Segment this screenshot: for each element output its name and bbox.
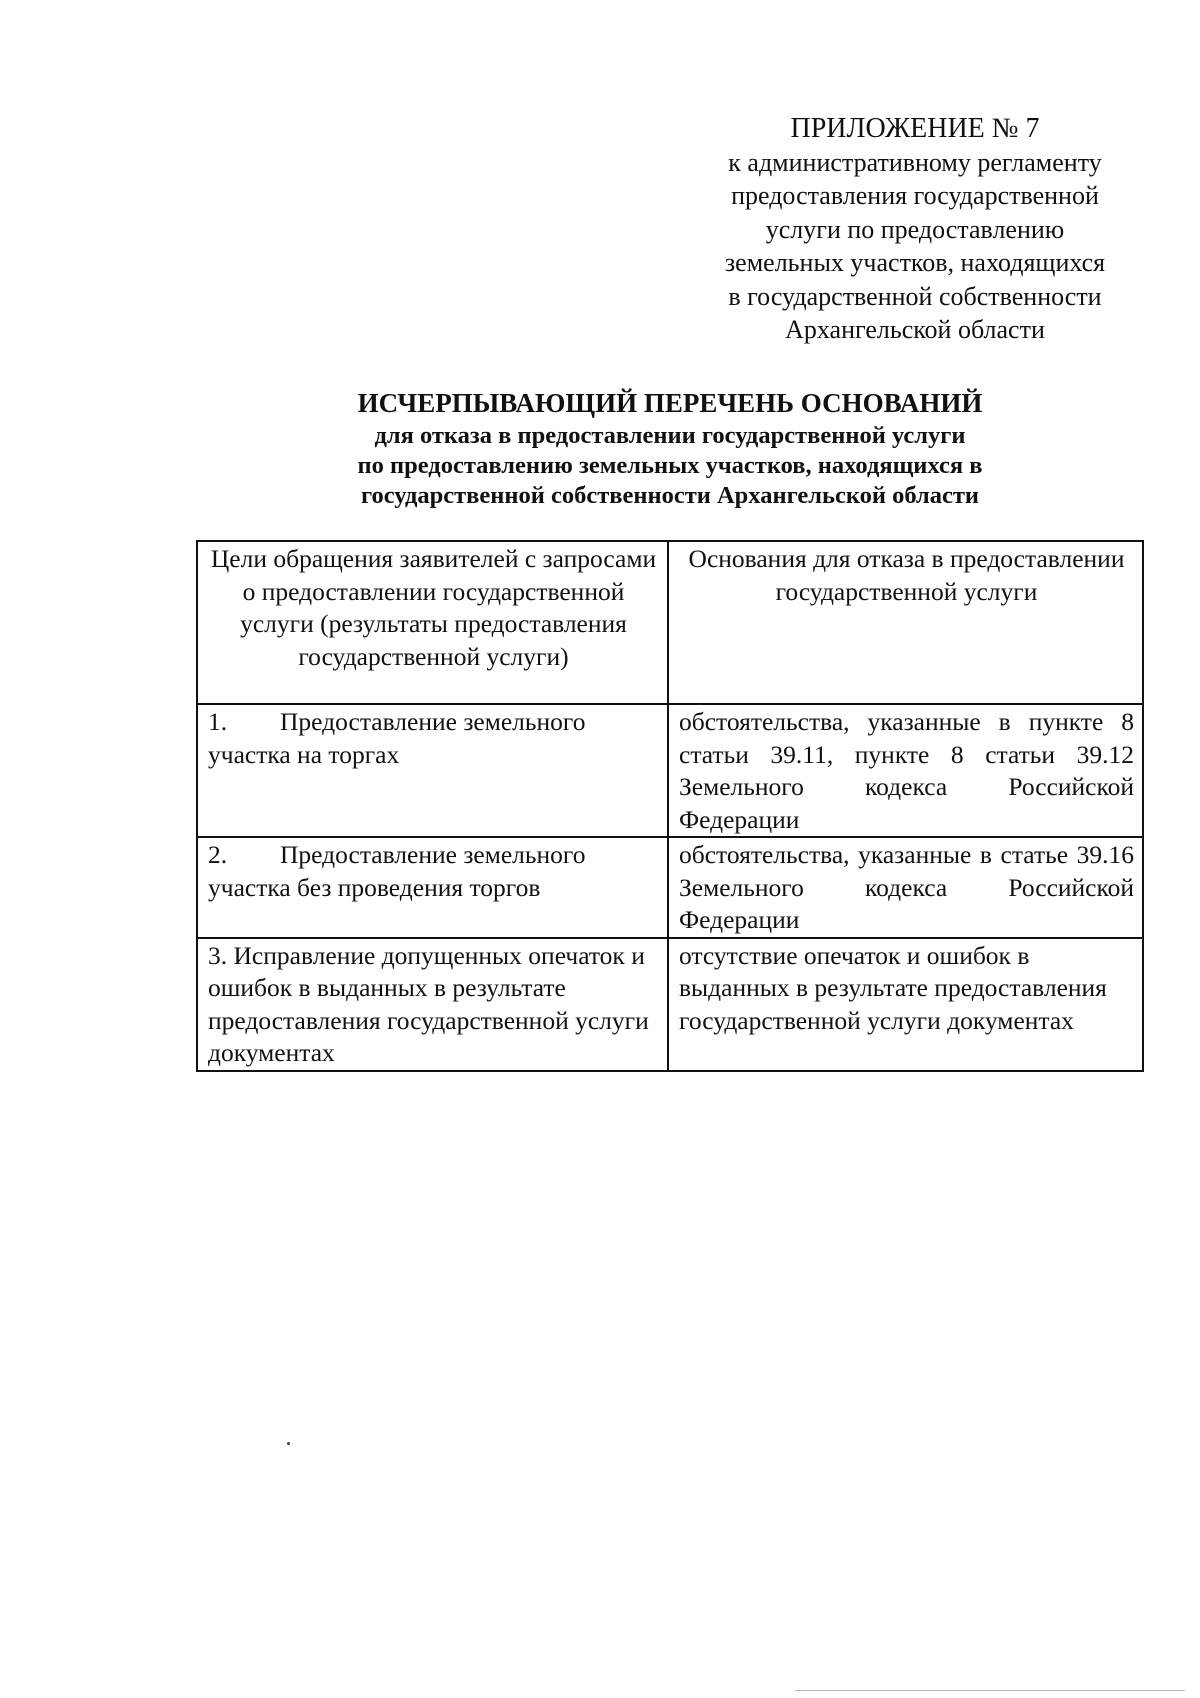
header-goals: Цели обращения заявителей с запросами о предоставлении государственной услуги (результаты предоставления государственной услуги) — [197, 541, 668, 704]
table-header-row — [197, 541, 1143, 704]
scan-speck — [287, 1442, 290, 1445]
title-main: ИСЧЕРПЫВАЮЩИЙ ПЕРЕЧЕНЬ ОСНОВАНИЙ — [357, 388, 983, 418]
row-number: 2. — [208, 840, 228, 869]
title-subline: государственной собственности Архангельской области — [360, 482, 980, 509]
table-row — [197, 704, 1143, 837]
document-title — [260, 385, 1080, 511]
ground-cell: отсутствие опечаток и ошибок в выданных в результате предоставления государственной услуги документах — [668, 938, 1143, 1071]
appendix-line: предоставления государственной — [731, 181, 1099, 210]
goal-text: Предоставление земельного участка без проведения торгов — [208, 840, 586, 902]
scan-edge-line — [795, 1690, 1185, 1691]
appendix-line: Архангельской области — [785, 315, 1045, 344]
appendix-line: услуги по предоставлению — [765, 214, 1065, 244]
appendix-header — [700, 112, 1130, 347]
ground-cell: обстоятельства, указанные в пункте 8 статьи 39.11, пункте 8 статьи 39.12 Земельного кодекса Российской Федерации — [668, 704, 1143, 837]
goal-text: Предоставление земельного участка на торгах — [208, 707, 586, 769]
appendix-number: ПРИЛОЖЕНИЕ № 7 — [790, 113, 1040, 144]
table-row — [197, 837, 1143, 938]
title-subline: по предоставлению земельных участков, находящихся в — [357, 452, 983, 479]
appendix-line: в государственной собственности — [728, 281, 1102, 311]
row-number: 1. — [208, 707, 228, 736]
ground-cell: обстоятельства, указанные в статье 39.16 Земельного кодекса Российской Федерации — [668, 837, 1143, 938]
appendix-line: к административному регламенту — [728, 147, 1102, 177]
goal-cell — [197, 704, 668, 837]
goal-cell — [197, 837, 668, 938]
header-grounds: Основания для отказа в предоставлении государственной услуги — [668, 541, 1143, 704]
goal-cell: 3. Исправление допущенных опечаток и ошибок в выданных в результате предоставления государственной услуги документах — [197, 938, 668, 1071]
table-row — [197, 938, 1143, 1071]
grounds-table — [196, 540, 1144, 1072]
title-subline: для отказа в предоставлении государственной услуги — [374, 422, 966, 449]
appendix-line: земельных участков, находящихся — [724, 248, 1106, 277]
